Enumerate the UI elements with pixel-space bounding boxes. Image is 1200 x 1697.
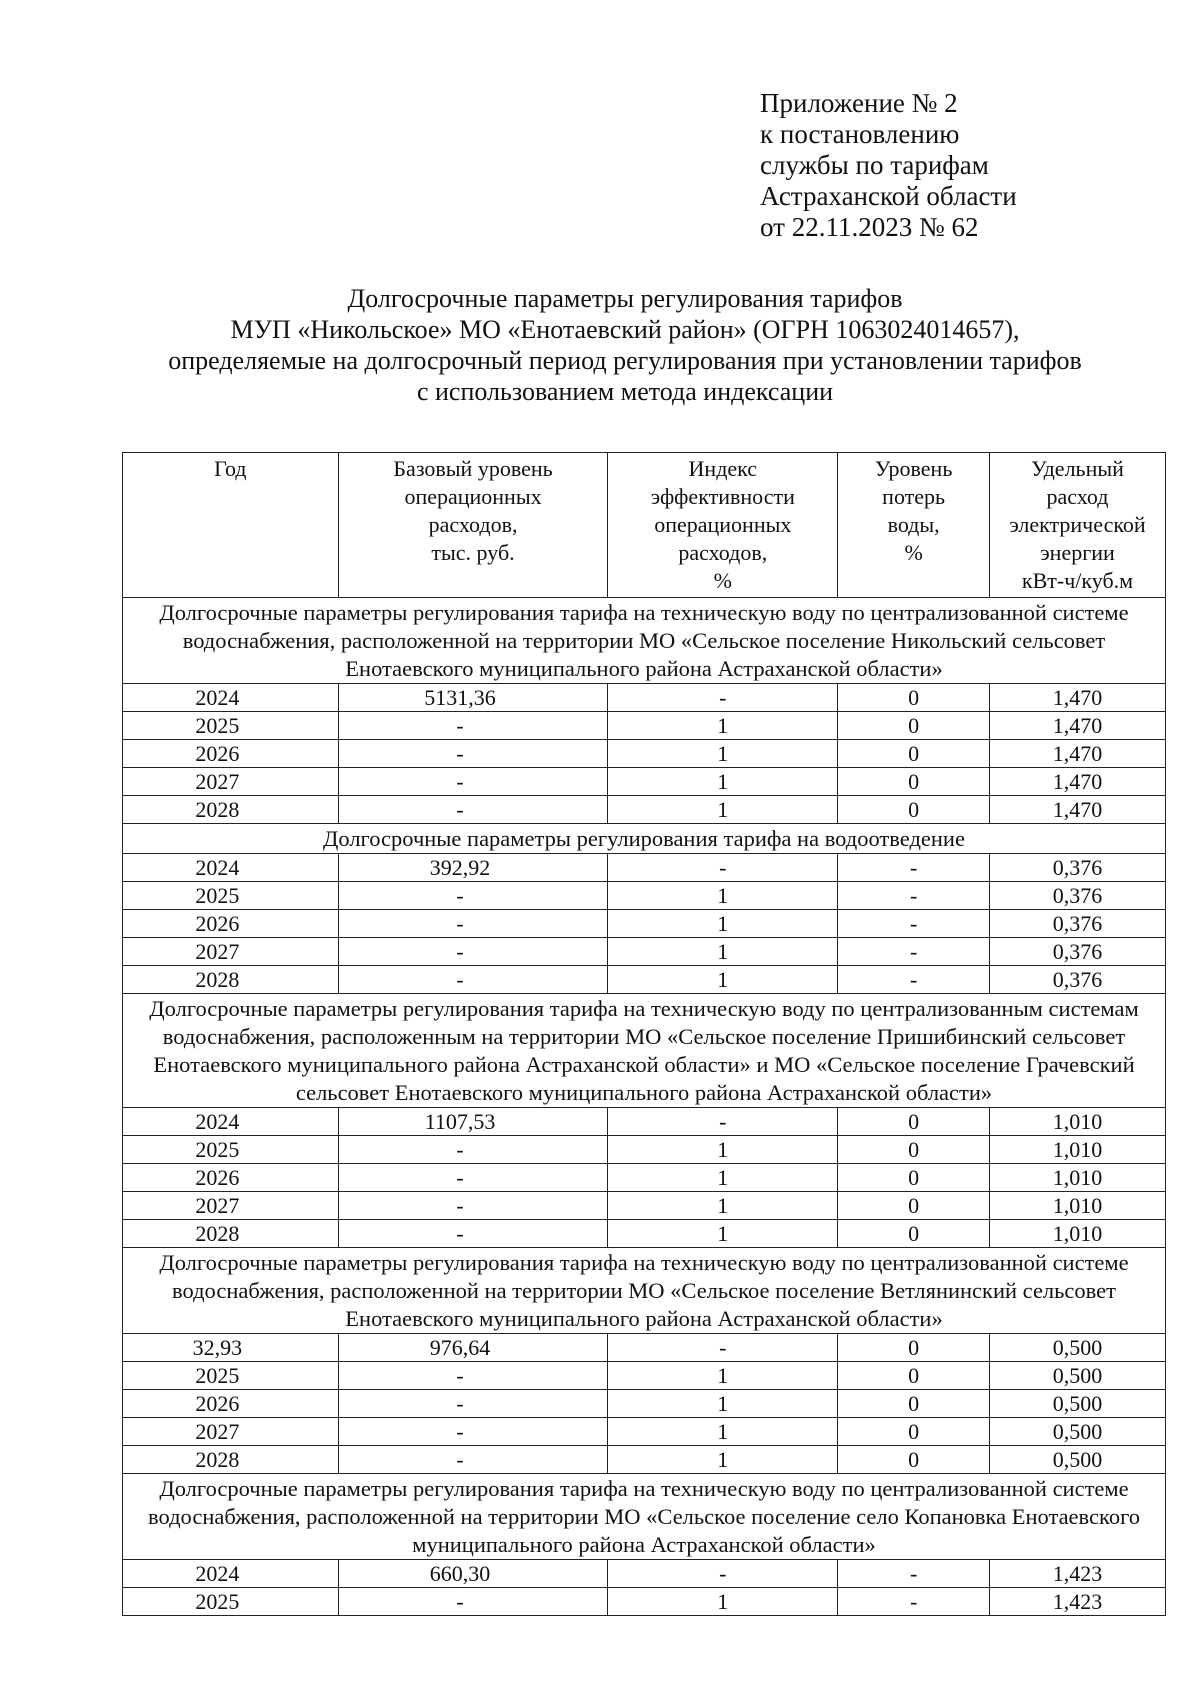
cell-base-opex: - bbox=[338, 966, 608, 994]
cell-efficiency-index: 1 bbox=[608, 1362, 838, 1390]
cell-year: 2027 bbox=[123, 1192, 339, 1220]
cell-water-loss: - bbox=[838, 854, 990, 882]
cell-year: 2028 bbox=[123, 796, 339, 824]
cell-year: 2026 bbox=[123, 910, 339, 938]
cell-water-loss: 0 bbox=[838, 740, 990, 768]
cell-efficiency-index: 1 bbox=[608, 712, 838, 740]
cell-efficiency-index: 1 bbox=[608, 1164, 838, 1192]
header-base-opex: Базовый уровень операционных расходов, тыс. руб. bbox=[338, 453, 608, 598]
cell-efficiency-index: 1 bbox=[608, 966, 838, 994]
table-row bbox=[123, 1390, 1166, 1418]
cell-base-opex: 5131,36 bbox=[338, 684, 608, 712]
table-row bbox=[123, 1418, 1166, 1446]
cell-energy-consumption: 0,500 bbox=[990, 1446, 1166, 1474]
section-title: Долгосрочные параметры регулирования тарифа на техническую воду по централизованной системе водоснабжения, расположенной на территории МО «Сельское поселение Ветлянинский сельсовет Енотаевского муниципального района Астраханской области» bbox=[123, 1248, 1166, 1334]
cell-energy-consumption: 0,500 bbox=[990, 1390, 1166, 1418]
cell-base-opex: - bbox=[338, 1164, 608, 1192]
table-row bbox=[123, 1588, 1166, 1616]
cell-energy-consumption: 1,470 bbox=[990, 684, 1166, 712]
table-row bbox=[123, 712, 1166, 740]
header-efficiency-index: Индекс эффективности операционных расходов, % bbox=[608, 453, 838, 598]
cell-efficiency-index: 1 bbox=[608, 1390, 838, 1418]
cell-energy-consumption: 1,010 bbox=[990, 1108, 1166, 1136]
cell-water-loss: 0 bbox=[838, 1334, 990, 1362]
cell-water-loss: - bbox=[838, 966, 990, 994]
cell-efficiency-index: - bbox=[608, 854, 838, 882]
title-line-1: Долгосрочные параметры регулирования тарифов bbox=[347, 284, 903, 313]
cell-efficiency-index: 1 bbox=[608, 796, 838, 824]
cell-water-loss: 0 bbox=[838, 1220, 990, 1248]
cell-energy-consumption: 1,010 bbox=[990, 1136, 1166, 1164]
cell-water-loss: 0 bbox=[838, 1192, 990, 1220]
cell-base-opex: - bbox=[338, 1588, 608, 1616]
cell-base-opex: - bbox=[338, 1446, 608, 1474]
table-row bbox=[123, 1446, 1166, 1474]
table-header-row bbox=[123, 453, 1166, 598]
cell-base-opex: - bbox=[338, 882, 608, 910]
cell-water-loss: - bbox=[838, 938, 990, 966]
cell-year: 2028 bbox=[123, 1446, 339, 1474]
cell-energy-consumption: 1,470 bbox=[990, 796, 1166, 824]
cell-year: 2025 bbox=[123, 712, 339, 740]
table-row bbox=[123, 796, 1166, 824]
cell-water-loss: - bbox=[838, 1560, 990, 1588]
cell-base-opex: 1107,53 bbox=[338, 1108, 608, 1136]
table-row bbox=[123, 882, 1166, 910]
cell-water-loss: - bbox=[838, 910, 990, 938]
cell-efficiency-index: 1 bbox=[608, 1136, 838, 1164]
cell-efficiency-index: 1 bbox=[608, 938, 838, 966]
cell-energy-consumption: 1,470 bbox=[990, 740, 1166, 768]
cell-year: 2025 bbox=[123, 1588, 339, 1616]
section-title-row bbox=[123, 1248, 1166, 1334]
cell-year: 2025 bbox=[123, 1136, 339, 1164]
cell-energy-consumption: 1,470 bbox=[990, 768, 1166, 796]
cell-efficiency-index: 1 bbox=[608, 882, 838, 910]
cell-year: 32,93 bbox=[123, 1334, 339, 1362]
cell-year: 2027 bbox=[123, 768, 339, 796]
cell-year: 2026 bbox=[123, 1390, 339, 1418]
cell-energy-consumption: 0,376 bbox=[990, 910, 1166, 938]
cell-water-loss: - bbox=[838, 1588, 990, 1616]
cell-water-loss: 0 bbox=[838, 1418, 990, 1446]
cell-efficiency-index: - bbox=[608, 1108, 838, 1136]
cell-efficiency-index: - bbox=[608, 1334, 838, 1362]
table-row bbox=[123, 854, 1166, 882]
cell-year: 2028 bbox=[123, 1220, 339, 1248]
cell-year: 2024 bbox=[123, 1560, 339, 1588]
header-year: Год bbox=[123, 453, 339, 598]
cell-efficiency-index: 1 bbox=[608, 1192, 838, 1220]
table-row bbox=[123, 1136, 1166, 1164]
cell-year: 2024 bbox=[123, 854, 339, 882]
cell-base-opex: - bbox=[338, 768, 608, 796]
cell-efficiency-index: 1 bbox=[608, 1588, 838, 1616]
table-row bbox=[123, 938, 1166, 966]
cell-base-opex: 976,64 bbox=[338, 1334, 608, 1362]
table-row bbox=[123, 910, 1166, 938]
cell-energy-consumption: 0,500 bbox=[990, 1362, 1166, 1390]
cell-water-loss: 0 bbox=[838, 712, 990, 740]
table-row bbox=[123, 1334, 1166, 1362]
title-line-3: определяемые на долгосрочный период регулирования при установлении тарифов bbox=[168, 346, 1082, 375]
appendix-date: от 22.11.2023 № 62 bbox=[760, 212, 979, 242]
title-line-4: с использованием метода индексации bbox=[416, 377, 834, 406]
appendix-resolution: к постановлению bbox=[760, 119, 960, 149]
cell-water-loss: 0 bbox=[838, 1108, 990, 1136]
cell-year: 2027 bbox=[123, 938, 339, 966]
cell-water-loss: 0 bbox=[838, 684, 990, 712]
cell-efficiency-index: 1 bbox=[608, 910, 838, 938]
cell-base-opex: - bbox=[338, 1192, 608, 1220]
cell-base-opex: - bbox=[338, 740, 608, 768]
cell-energy-consumption: 1,010 bbox=[990, 1164, 1166, 1192]
cell-year: 2024 bbox=[123, 1108, 339, 1136]
section-title: Долгосрочные параметры регулирования тарифа на техническую воду по централизованным системам водоснабжения, расположенным на территории МО «Сельское поселение Пришибинский сельсовет Енотаевского муниципального района Астраханской области» и МО «Сельское поселение Грачевский сельсовет Енотаевского муниципального района Астраханской области» bbox=[123, 994, 1166, 1108]
cell-year: 2026 bbox=[123, 740, 339, 768]
cell-base-opex: - bbox=[338, 1136, 608, 1164]
cell-water-loss: 0 bbox=[838, 768, 990, 796]
cell-year: 2026 bbox=[123, 1164, 339, 1192]
parameters-table bbox=[122, 452, 1166, 1616]
section-title-row bbox=[123, 598, 1166, 684]
cell-water-loss: 0 bbox=[838, 1164, 990, 1192]
cell-year: 2024 bbox=[123, 684, 339, 712]
cell-energy-consumption: 0,376 bbox=[990, 938, 1166, 966]
cell-base-opex: - bbox=[338, 1418, 608, 1446]
cell-water-loss: 0 bbox=[838, 1136, 990, 1164]
cell-base-opex: 392,92 bbox=[338, 854, 608, 882]
cell-water-loss: 0 bbox=[838, 796, 990, 824]
cell-year: 2025 bbox=[123, 1362, 339, 1390]
cell-water-loss: 0 bbox=[838, 1390, 990, 1418]
table-body bbox=[123, 598, 1166, 1616]
cell-energy-consumption: 1,423 bbox=[990, 1588, 1166, 1616]
appendix-reference bbox=[760, 88, 1017, 243]
section-title: Долгосрочные параметры регулирования тарифа на техническую воду по централизованной системе водоснабжения, расположенной на территории МО «Сельское поселение Никольский сельсовет Енотаевского муниципального района Астраханской области» bbox=[123, 598, 1166, 684]
title-line-2: МУП «Никольское» МО «Енотаевский район» (ОГРН 1063024014657), bbox=[230, 315, 1020, 344]
table-row bbox=[123, 740, 1166, 768]
cell-year: 2028 bbox=[123, 966, 339, 994]
table-row bbox=[123, 1164, 1166, 1192]
cell-energy-consumption: 0,500 bbox=[990, 1334, 1166, 1362]
cell-efficiency-index: 1 bbox=[608, 1418, 838, 1446]
cell-base-opex: - bbox=[338, 1220, 608, 1248]
cell-efficiency-index: 1 bbox=[608, 1220, 838, 1248]
table-row bbox=[123, 1220, 1166, 1248]
table-row bbox=[123, 966, 1166, 994]
table-row bbox=[123, 1560, 1166, 1588]
table-row bbox=[123, 1108, 1166, 1136]
cell-efficiency-index: 1 bbox=[608, 1446, 838, 1474]
cell-energy-consumption: 1,010 bbox=[990, 1220, 1166, 1248]
cell-energy-consumption: 1,010 bbox=[990, 1192, 1166, 1220]
cell-energy-consumption: 0,376 bbox=[990, 882, 1166, 910]
cell-energy-consumption: 1,423 bbox=[990, 1560, 1166, 1588]
appendix-number: Приложение № 2 bbox=[760, 88, 958, 118]
section-title: Долгосрочные параметры регулирования тарифа на водоотведение bbox=[123, 824, 1166, 854]
cell-year: 2027 bbox=[123, 1418, 339, 1446]
cell-water-loss: 0 bbox=[838, 1446, 990, 1474]
section-title: Долгосрочные параметры регулирования тарифа на техническую воду по централизованной системе водоснабжения, расположенной на территории МО «Сельское поселение село Копановка Енотаевского муниципального района Астраханской области» bbox=[123, 1474, 1166, 1560]
cell-base-opex: - bbox=[338, 1362, 608, 1390]
table-row bbox=[123, 1192, 1166, 1220]
cell-water-loss: - bbox=[838, 882, 990, 910]
cell-base-opex: 660,30 bbox=[338, 1560, 608, 1588]
table-row bbox=[123, 768, 1166, 796]
cell-water-loss: 0 bbox=[838, 1362, 990, 1390]
table-row bbox=[123, 1362, 1166, 1390]
cell-energy-consumption: 0,376 bbox=[990, 854, 1166, 882]
header-energy-consumption: Удельный расход электрической энергии кВт-ч/куб.м bbox=[990, 453, 1166, 598]
document-title bbox=[110, 283, 1140, 407]
cell-base-opex: - bbox=[338, 796, 608, 824]
cell-base-opex: - bbox=[338, 938, 608, 966]
appendix-region: Астраханской области bbox=[760, 181, 1017, 211]
cell-efficiency-index: - bbox=[608, 684, 838, 712]
section-title-row bbox=[123, 1474, 1166, 1560]
cell-energy-consumption: 0,500 bbox=[990, 1418, 1166, 1446]
cell-efficiency-index: 1 bbox=[608, 768, 838, 796]
cell-year: 2025 bbox=[123, 882, 339, 910]
cell-energy-consumption: 1,470 bbox=[990, 712, 1166, 740]
section-title-row bbox=[123, 824, 1166, 854]
appendix-service: службы по тарифам bbox=[760, 150, 989, 180]
cell-base-opex: - bbox=[338, 1390, 608, 1418]
cell-base-opex: - bbox=[338, 910, 608, 938]
table-row bbox=[123, 684, 1166, 712]
header-water-loss: Уровень потерь воды, % bbox=[838, 453, 990, 598]
cell-efficiency-index: - bbox=[608, 1560, 838, 1588]
cell-base-opex: - bbox=[338, 712, 608, 740]
section-title-row bbox=[123, 994, 1166, 1108]
cell-efficiency-index: 1 bbox=[608, 740, 838, 768]
cell-energy-consumption: 0,376 bbox=[990, 966, 1166, 994]
